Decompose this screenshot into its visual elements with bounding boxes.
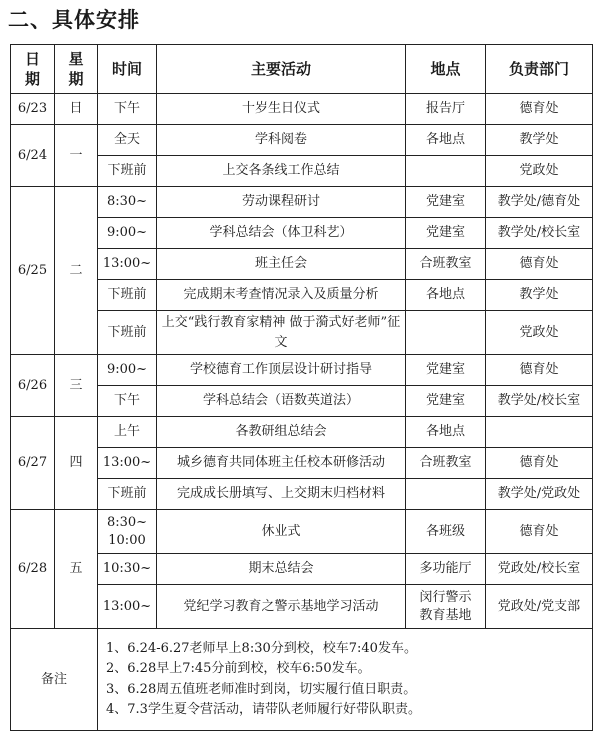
place-cell xyxy=(406,311,486,355)
time-cell: 10:30~ xyxy=(98,554,157,585)
place-cell: 多功能厅 xyxy=(406,554,486,585)
weekday-cell: 日 xyxy=(55,94,98,125)
dept-cell: 教学处 xyxy=(486,280,593,311)
activity-cell: 上交各条线工作总结 xyxy=(157,156,406,187)
table-row xyxy=(11,510,593,554)
table-row xyxy=(11,386,593,417)
activity-cell: 各教研组总结会 xyxy=(157,417,406,448)
time-cell: 下班前 xyxy=(98,156,157,187)
activity-cell: 完成期末考查情况录入及质量分析 xyxy=(157,280,406,311)
time-cell: 13:00~ xyxy=(98,249,157,280)
dept-cell: 德育处 xyxy=(486,249,593,280)
header-row xyxy=(11,45,593,94)
table-row xyxy=(11,554,593,585)
dept-cell: 教学处/校长室 xyxy=(486,386,593,417)
place-cell: 党建室 xyxy=(406,218,486,249)
table-row xyxy=(11,417,593,448)
activity-cell: 期末总结会 xyxy=(157,554,406,585)
table-row xyxy=(11,479,593,510)
time-cell: 下午 xyxy=(98,94,157,125)
dept-cell: 德育处 xyxy=(486,510,593,554)
place-cell: 闵行警示 教育基地 xyxy=(406,585,486,629)
activity-cell: 学科总结会（语数英道法） xyxy=(157,386,406,417)
time-cell: 13:00~ xyxy=(98,448,157,479)
table-row xyxy=(11,448,593,479)
place-cell: 合班教室 xyxy=(406,249,486,280)
place-cell xyxy=(406,156,486,187)
table-row xyxy=(11,125,593,156)
dept-cell xyxy=(486,417,593,448)
place-cell: 各地点 xyxy=(406,125,486,156)
schedule-table xyxy=(10,44,593,731)
notes-content xyxy=(98,629,593,731)
activity-cell: 完成成长册填写、上交期末归档材料 xyxy=(157,479,406,510)
activity-cell: 学科总结会（体卫科艺） xyxy=(157,218,406,249)
activity-cell: 上交“践行教育家精神 做于漪式好老师”征文 xyxy=(157,311,406,355)
note-item-2: 2、6.28早上7:45分前到校，校车6:50发车。 xyxy=(106,661,371,677)
place-cell: 党建室 xyxy=(406,386,486,417)
dept-cell: 党政处/校长室 xyxy=(486,554,593,585)
time-cell: 13:00~ xyxy=(98,585,157,629)
activity-cell: 十岁生日仪式 xyxy=(157,94,406,125)
place-cell: 党建室 xyxy=(406,187,486,218)
table-row xyxy=(11,585,593,629)
time-cell: 9:00~ xyxy=(98,218,157,249)
dept-cell: 教学处/德育处 xyxy=(486,187,593,218)
table-row xyxy=(11,355,593,386)
weekday-cell: 二 xyxy=(55,187,98,355)
activity-cell: 学科阅卷 xyxy=(157,125,406,156)
weekday-cell: 一 xyxy=(55,125,98,187)
header-place: 地点 xyxy=(406,45,486,94)
place-cell: 党建室 xyxy=(406,355,486,386)
table-row xyxy=(11,218,593,249)
date-cell: 6/28 xyxy=(11,510,55,629)
header-date-char: 期 xyxy=(24,70,40,88)
dept-cell: 教学处 xyxy=(486,125,593,156)
date-cell: 6/26 xyxy=(11,355,55,417)
header-activity: 主要活动 xyxy=(157,45,406,94)
header-weekday-char: 期 xyxy=(68,70,84,88)
time-cell: 上午 xyxy=(98,417,157,448)
dept-cell: 德育处 xyxy=(486,355,593,386)
dept-cell: 德育处 xyxy=(486,448,593,479)
activity-cell: 城乡德育共同体班主任校本研修活动 xyxy=(157,448,406,479)
dept-cell: 德育处 xyxy=(486,94,593,125)
header-date-char: 日 xyxy=(24,49,40,68)
header-dept: 负责部门 xyxy=(486,45,593,94)
weekday-cell: 五 xyxy=(55,510,98,629)
table-row xyxy=(11,311,593,355)
table-row xyxy=(11,156,593,187)
time-cell: 全天 xyxy=(98,125,157,156)
date-cell: 6/23 xyxy=(11,94,55,125)
header-date xyxy=(11,45,55,94)
date-cell: 6/27 xyxy=(11,417,55,510)
activity-cell: 劳动课程研讨 xyxy=(157,187,406,218)
header-time: 时间 xyxy=(98,45,157,94)
activity-cell: 班主任会 xyxy=(157,249,406,280)
notes-row xyxy=(11,629,593,731)
header-weekday xyxy=(55,45,98,94)
place-cell: 各地点 xyxy=(406,417,486,448)
dept-cell: 党政处 xyxy=(486,156,593,187)
note-item-1: 1、6.24-6.27老师早上8:30分到校，校车7:40发车。 xyxy=(106,641,417,657)
time-cell: 下班前 xyxy=(98,280,157,311)
notes-label: 备注 xyxy=(11,629,98,731)
time-cell: 下午 xyxy=(98,386,157,417)
header-weekday-char: 星 xyxy=(68,49,84,68)
note-item-4: 4、7.3学生夏令营活动，请带队老师履行好带队职责。 xyxy=(106,701,421,717)
note-item-3: 3、6.28周五值班老师准时到岗，切实履行值日职责。 xyxy=(106,681,417,697)
time-cell: 下班前 xyxy=(98,311,157,355)
place-cell xyxy=(406,479,486,510)
table-row xyxy=(11,94,593,125)
date-cell: 6/24 xyxy=(11,125,55,187)
table-row xyxy=(11,280,593,311)
dept-cell: 党政处/党支部 xyxy=(486,585,593,629)
place-cell: 各地点 xyxy=(406,280,486,311)
time-cell: 8:30~ 10:00 xyxy=(98,510,157,554)
table-row xyxy=(11,249,593,280)
activity-cell: 学校德育工作顶层设计研讨指导 xyxy=(157,355,406,386)
activity-cell: 党纪学习教育之警示基地学习活动 xyxy=(157,585,406,629)
schedule-body xyxy=(11,94,593,629)
date-cell: 6/25 xyxy=(11,187,55,355)
place-cell: 各班级 xyxy=(406,510,486,554)
time-cell: 下班前 xyxy=(98,479,157,510)
weekday-cell: 三 xyxy=(55,355,98,417)
time-cell: 9:00~ xyxy=(98,355,157,386)
weekday-cell: 四 xyxy=(55,417,98,510)
dept-cell: 教学处/校长室 xyxy=(486,218,593,249)
section-heading: 二、具体安排 xyxy=(8,8,140,32)
table-row xyxy=(11,187,593,218)
dept-cell: 党政处 xyxy=(486,311,593,355)
time-cell: 8:30~ xyxy=(98,187,157,218)
dept-cell: 教学处/党政处 xyxy=(486,479,593,510)
activity-cell: 休业式 xyxy=(157,510,406,554)
place-cell: 报告厅 xyxy=(406,94,486,125)
place-cell: 合班教室 xyxy=(406,448,486,479)
